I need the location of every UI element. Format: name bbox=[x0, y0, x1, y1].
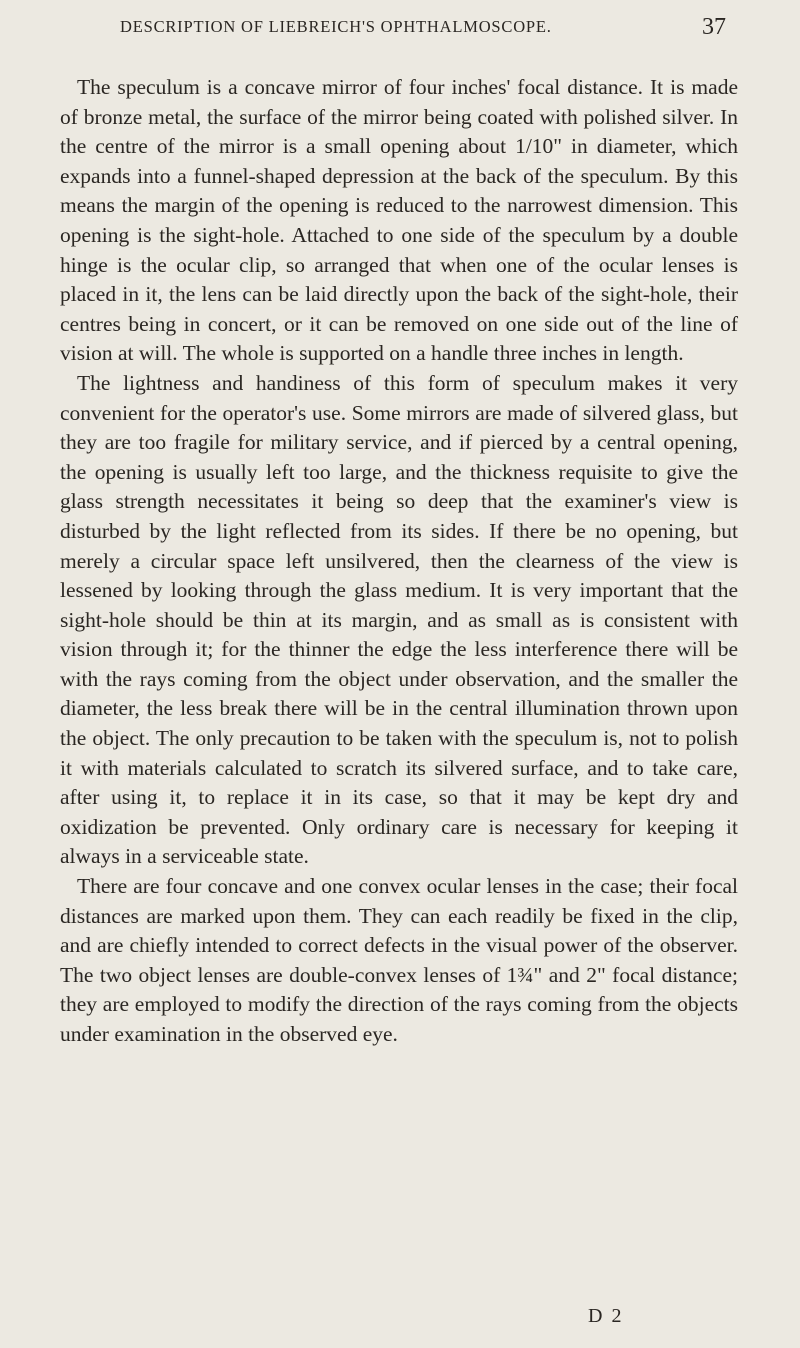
signature-mark: D 2 bbox=[588, 1305, 624, 1327]
paragraph-lightness: The lightness and handiness of this form of speculum makes it very convenient for the operator's use. Some mirrors are made of silvered glass, but they are too fragile for military service, and if pierced by a central opening, the opening is usually left too large, and the thickness requisite to give the glass strength necessitates it being so deep that the examiner's view is disturbed by the light reflected from its sides. If there be no opening, but merely a circular space left unsilvered, then the clearness of the view is lessened by looking through the glass medium. It is very important that the sight-hole should be thin at its margin, and as small as is consistent with vision through it; for the thinner the edge the less interference there will be with the rays coming from the object under observation, and the smaller the diameter, the less break there will be in the central illumination thrown upon the object. The only precaution to be taken with the speculum is, not to polish it with materials calculated to scratch its silvered surface, and to take care, after using it, to replace it in its case, so that it may be kept dry and oxidization be prevented. Only ordinary care is necessary for keeping it always in a serviceable state. bbox=[60, 370, 738, 869]
running-header bbox=[96, 10, 726, 44]
page-number: 37 bbox=[702, 13, 726, 40]
paragraph-lenses: There are four concave and one convex ocular lenses in the case; their focal distances are marked upon them. They can each readily be fixed in the clip, and are chiefly intended to correct defects in the visual power of the observer. The two object lenses are double-convex lenses of 1¾" and 2" focal distance; they are employed to modify the direction of the rays coming from the objects under examination in the observed eye. bbox=[60, 874, 738, 1046]
body-text bbox=[60, 73, 738, 1050]
paragraph-speculum: The speculum is a concave mirror of four inches' focal distance. It is made of bronze metal, the surface of the mirror being coated with polished silver. In the centre of the mirror is a small opening about 1/10" in diameter, which expands into a funnel-shaped depression at the back of the speculum. By this means the margin of the opening is reduced to the narrowest dimension. This opening is the sight-hole. Attached to one side of the speculum by a double hinge is the ocular clip, so arranged that when one of the ocular lenses is placed in it, the lens can be laid directly upon the back of the sight-hole, their centres being in concert, or it can be removed on one side out of the line of vision at will. The whole is supported on a handle three inches in length. bbox=[60, 75, 738, 366]
running-title: DESCRIPTION OF LIEBREICH'S OPHTHALMOSCOPE. bbox=[120, 17, 552, 36]
